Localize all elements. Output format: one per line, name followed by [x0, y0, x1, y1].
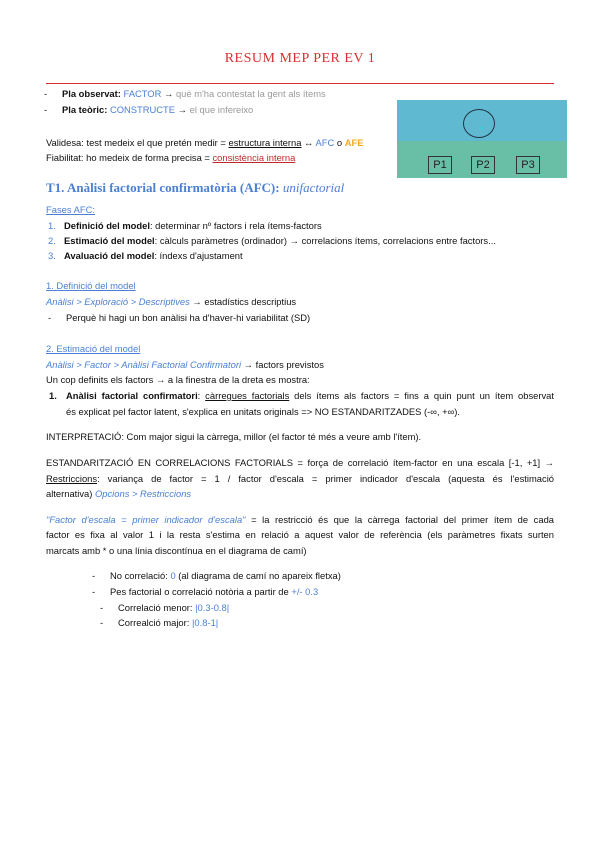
latent-factor-circle [463, 109, 495, 138]
definicio-heading: 1. Definició del model [46, 280, 136, 291]
estandarditzacio-line3: alternativa) Opcions > Restriccions [46, 488, 192, 499]
section-heading-t1: T1. Anàlisi factorial confirmatòria (AFC): unifactorial [46, 180, 345, 195]
factor-escala-line1: "Factor d'escala = primer indicador d'escala" = la restricció és que la càrrega factorial del primer ítem de cada [46, 514, 554, 525]
estimacio-line: Un cop definits els factors → a la finestra de la dreta es mostra: [46, 374, 310, 385]
estandarditzacio-line1: ESTANDARITZACIÓ EN CORRELACIONS FACTORIALS = força de correlació ítem-factor en una escala [-1, +1] → [46, 457, 554, 468]
list-item: Correalció major: |0.8-1| [118, 617, 219, 628]
list-item: 2. Estimació del model: càlculs paràmetres (ordinador) → correlacions ítems, correlacions entre factors... [48, 235, 496, 246]
interpretacio-line: INTERPRETACIÓ: Com major sigui la càrrega, millor (el factor té més a veure amb l'ítem). [46, 431, 422, 442]
bullet-dash: - [44, 88, 48, 99]
bullet-dash: - [100, 617, 104, 628]
list-item: Pes factorial o correlació notòria a partir de +/- 0.3 [110, 586, 319, 597]
path-diagram-image [397, 100, 567, 178]
title-rule [46, 83, 554, 84]
bullet-dash: - [44, 104, 48, 115]
pla-observat-line: Pla observat: FACTOR → què m'ha contestat la gent als ítems [62, 88, 326, 99]
item-box: P3 [516, 156, 540, 174]
definicio-path: Anàlisi > Exploració > Descriptives → estadístics descriptius [46, 296, 297, 307]
fases-label: Fases AFC: [46, 204, 95, 215]
pla-teoric-line: Pla teòric: CONSTRUCTE → el que infereixo [62, 104, 254, 115]
definicio-bullet: Perquè hi hagi un bon anàlisi ha d'haver-hi variabilitat (SD) [66, 312, 311, 323]
list-item: Correlació menor: |0.3-0.8| [118, 602, 230, 613]
estimacio-heading: 2. Estimació del model [46, 343, 141, 354]
validesa-line: Validesa: test medeix el que pretén medir = estructura interna ↔ AFC o AFE [46, 137, 364, 148]
bullet-dash: - [48, 312, 52, 323]
bullet-dash: - [92, 570, 96, 581]
factor-escala-line3: marcats amb * o una línia discontínua en el diagrama de camí) [46, 545, 307, 556]
list-item: No correlació: 0 (al diagrama de camí no apareix fletxa) [110, 570, 341, 581]
list-item: 1. Definició del model: determinar nº factors i rela ítems-factors [48, 220, 322, 231]
item-box: P2 [471, 156, 495, 174]
estimacio-path: Anàlisi > Factor > Anàlisi Factorial Confirmatori → factors previstos [46, 359, 324, 370]
bullet-dash: - [100, 602, 104, 613]
page-title: RESUM MEP PER EV 1 [224, 51, 376, 66]
factor-escala-line2: factor es fixa al valor 1 i la resta s'estima en relació a aquest valor de referència (els paràmetres fixats surten [46, 529, 554, 540]
afc-item-line1: Anàlisi factorial confirmatori: càrregues factorials dels ítems als factors = fins a quin punt un ítem observat [66, 390, 554, 401]
list-number: 1. [49, 390, 57, 401]
item-box: P1 [428, 156, 452, 174]
list-item: 3. Avaluació del model: índexs d'ajustament [48, 250, 243, 261]
afc-item-line2: és explicat pel factor latent, s'explica en unitats originals => NO ESTANDARITZADES (-∞, +∞). [66, 406, 461, 417]
bullet-dash: - [92, 586, 96, 597]
fiabilitat-line: Fiabilitat: ho medeix de forma precisa = consistència interna [46, 152, 296, 163]
estandarditzacio-line2: Restriccions: variança de factor = 1 / factor d'escala = primer indicador d'escala (aquesta és l'estimació [46, 473, 554, 484]
